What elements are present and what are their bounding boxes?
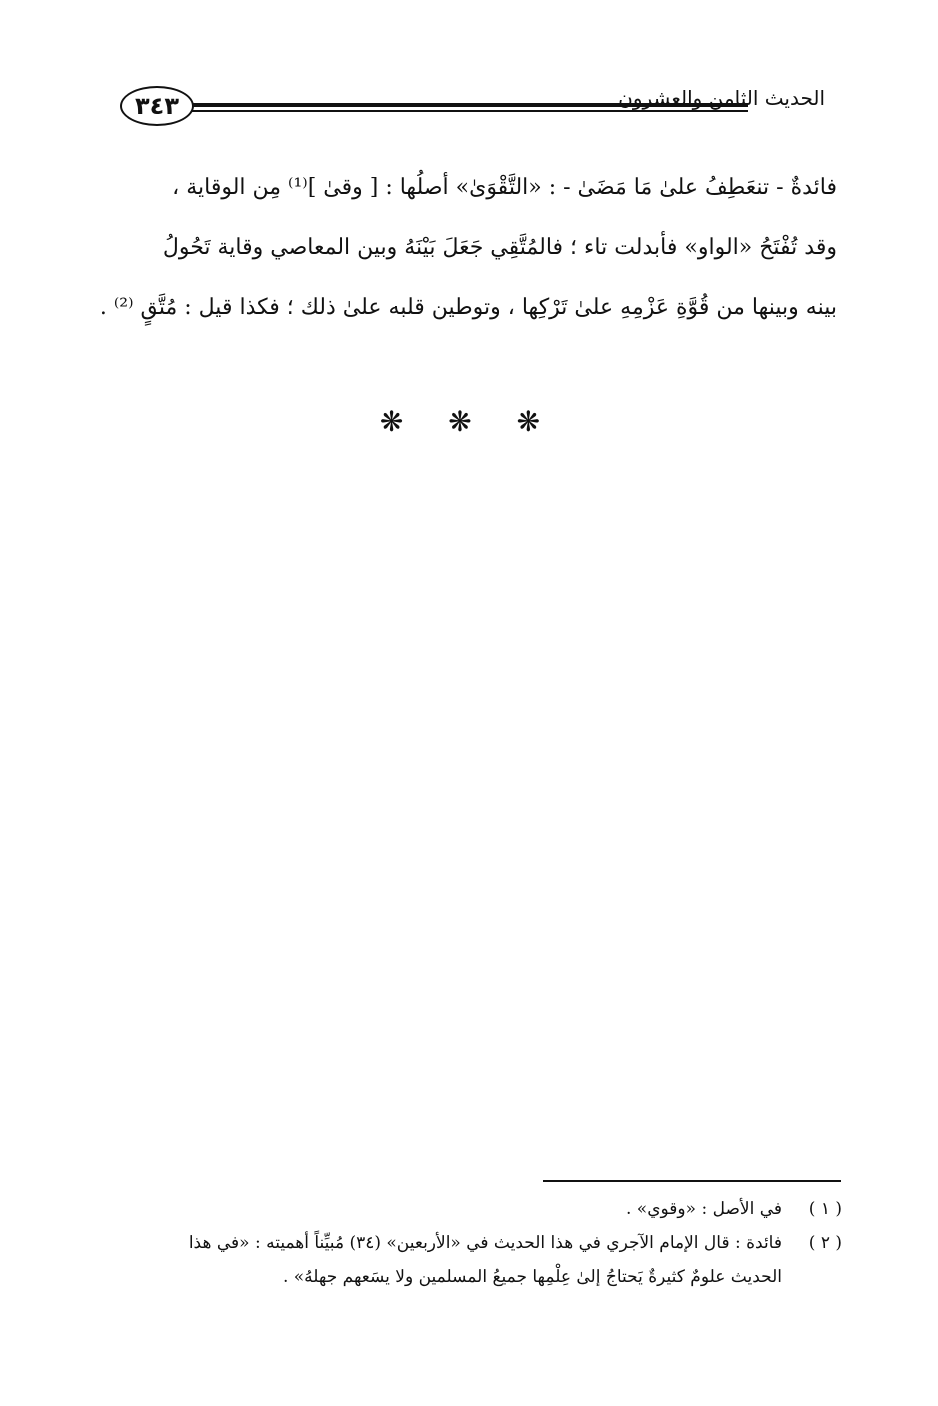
footnote-text <box>112 1192 782 1226</box>
page-header <box>120 78 825 128</box>
body-paragraph <box>99 158 837 338</box>
footnote-line: فائدة : قال الإمام الآجري في هذا الحديث في «الأربعين» (٣٤) مُبيِّناً أهميته : «في هذا <box>188 1233 782 1253</box>
footnotes <box>112 1192 842 1294</box>
footnote-line: الحديث علومٌ كثيرةٌ يَحتاجُ إلىٰ عِلْمِها جميعُ المسلمين ولا يسَعهم جهلهُ» . <box>282 1267 782 1287</box>
footnote-number: ( ٢ ) <box>808 1233 842 1253</box>
section-separator: ❋ ❋ ❋ <box>379 405 559 438</box>
body-line: بينه وبينها من قُوَّةِ عَزْمِهِ علىٰ تَرْكِها ، وتوطين قلبه علىٰ ذلك ؛ فكذا قيل : مُتَّقٍ ⁽²⁾ . <box>99 295 837 320</box>
body-line: وقد تُفْتَحُ «الواو» فأبدلت تاء ؛ فالمُتَّقِي جَعَلَ بَيْنَهُ وبين المعاصي وقاية تَحُولُ <box>162 235 837 260</box>
page-number-badge: ٣٤٣ <box>120 86 194 126</box>
footnote-item <box>112 1226 842 1294</box>
chapter-title: الحديث الثامن والعشرون <box>618 86 825 110</box>
body-line: فائدةٌ - تنعَطِفُ علىٰ مَا مَضَىٰ - : «التَّقْوَىٰ» أصلُها : [ وقىٰ ]⁽¹⁾ مِن الوقاية ، <box>172 175 837 200</box>
footnote-line: في الأصل : «وقوي» . <box>626 1199 782 1219</box>
footnote-number: ( ١ ) <box>808 1199 842 1219</box>
footnote-text <box>112 1226 782 1294</box>
footnote-item <box>112 1192 842 1226</box>
footnote-rule <box>543 1180 841 1182</box>
header-rule-thin <box>192 110 748 112</box>
